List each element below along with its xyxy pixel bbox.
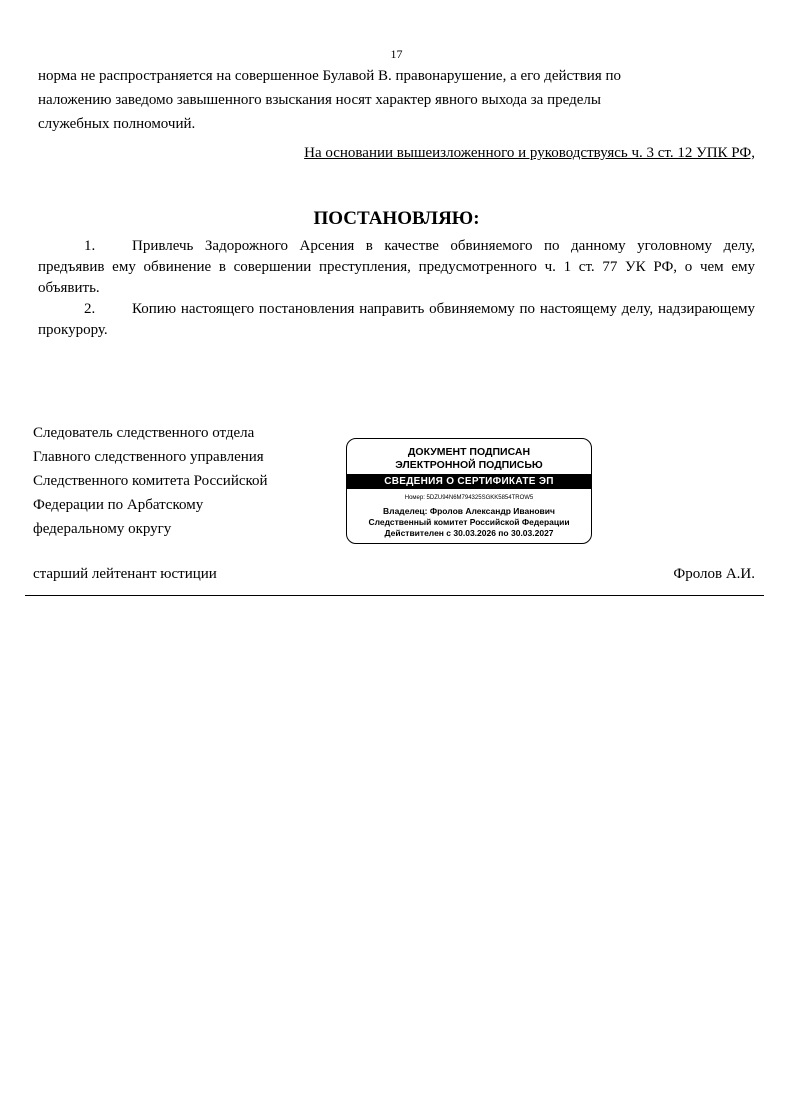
intro-paragraph: [38, 64, 758, 136]
investigator-rank: старший лейтенант юстиции: [33, 566, 217, 582]
page-number: 17: [390, 47, 403, 61]
certificate-validity: Действителен с 30.03.2026 по 30.03.2027: [384, 528, 554, 538]
position-line: Федерации по Арбатскому: [33, 497, 204, 513]
decision-title: ПОСТАНОВЛЯЮ:: [313, 208, 480, 229]
investigator-position: [33, 421, 268, 541]
item-text: Привлечь Задорожного Арсения в качестве обвиняемого по данному уголовному делу, предъявив ему обвинение в совершении преступления, предусмотренного ч. 1 ст. 77 УК РФ, о чем ему объявить.: [38, 238, 755, 296]
position-line: Главного следственного управления: [33, 449, 264, 465]
electronic-signature-stamp: [346, 438, 592, 544]
bottom-divider: [25, 595, 764, 596]
position-line: федеральному округу: [33, 521, 172, 537]
item-text: Копию настоящего постановления направить обвиняемому по настоящему делу, надзирающему прокурору.: [38, 301, 755, 338]
stamp-certificate-bar: СВЕДЕНИЯ О СЕРТИФИКАТЕ ЭП: [347, 474, 591, 489]
decision-item: [38, 299, 755, 341]
certificate-owner: Владелец: Фролов Александр Иванович: [383, 506, 555, 516]
position-line: Следственного комитета Российской: [33, 473, 268, 489]
certificate-organization: Следственный комитет Российской Федерации: [368, 517, 570, 527]
stamp-heading: ДОКУМЕНТ ПОДПИСАН: [407, 446, 531, 458]
signer-name: Фролов А.И.: [673, 566, 755, 582]
item-number: 2.: [84, 301, 96, 317]
stamp-heading: ЭЛЕКТРОННОЙ ПОДПИСЬЮ: [395, 459, 543, 471]
intro-line: норма не распространяется на совершенное Булавой В. правонарушение, а его действия по: [38, 68, 622, 84]
decision-item: [38, 236, 755, 299]
item-number: 1.: [84, 238, 96, 254]
intro-line: служебных полномочий.: [38, 116, 196, 132]
decision-items: [38, 236, 755, 341]
intro-line: наложению заведомо завышенного взыскания носят характер явного выхода за пределы: [38, 92, 601, 108]
certificate-number: Номер: 5DZU94N6M794325SGKK5854TROW5: [404, 495, 534, 501]
position-line: Следователь следственного отдела: [33, 425, 255, 441]
legal-basis: На основании вышеизложенного и руководствуясь ч. 3 ст. 12 УПК РФ,: [304, 145, 755, 161]
